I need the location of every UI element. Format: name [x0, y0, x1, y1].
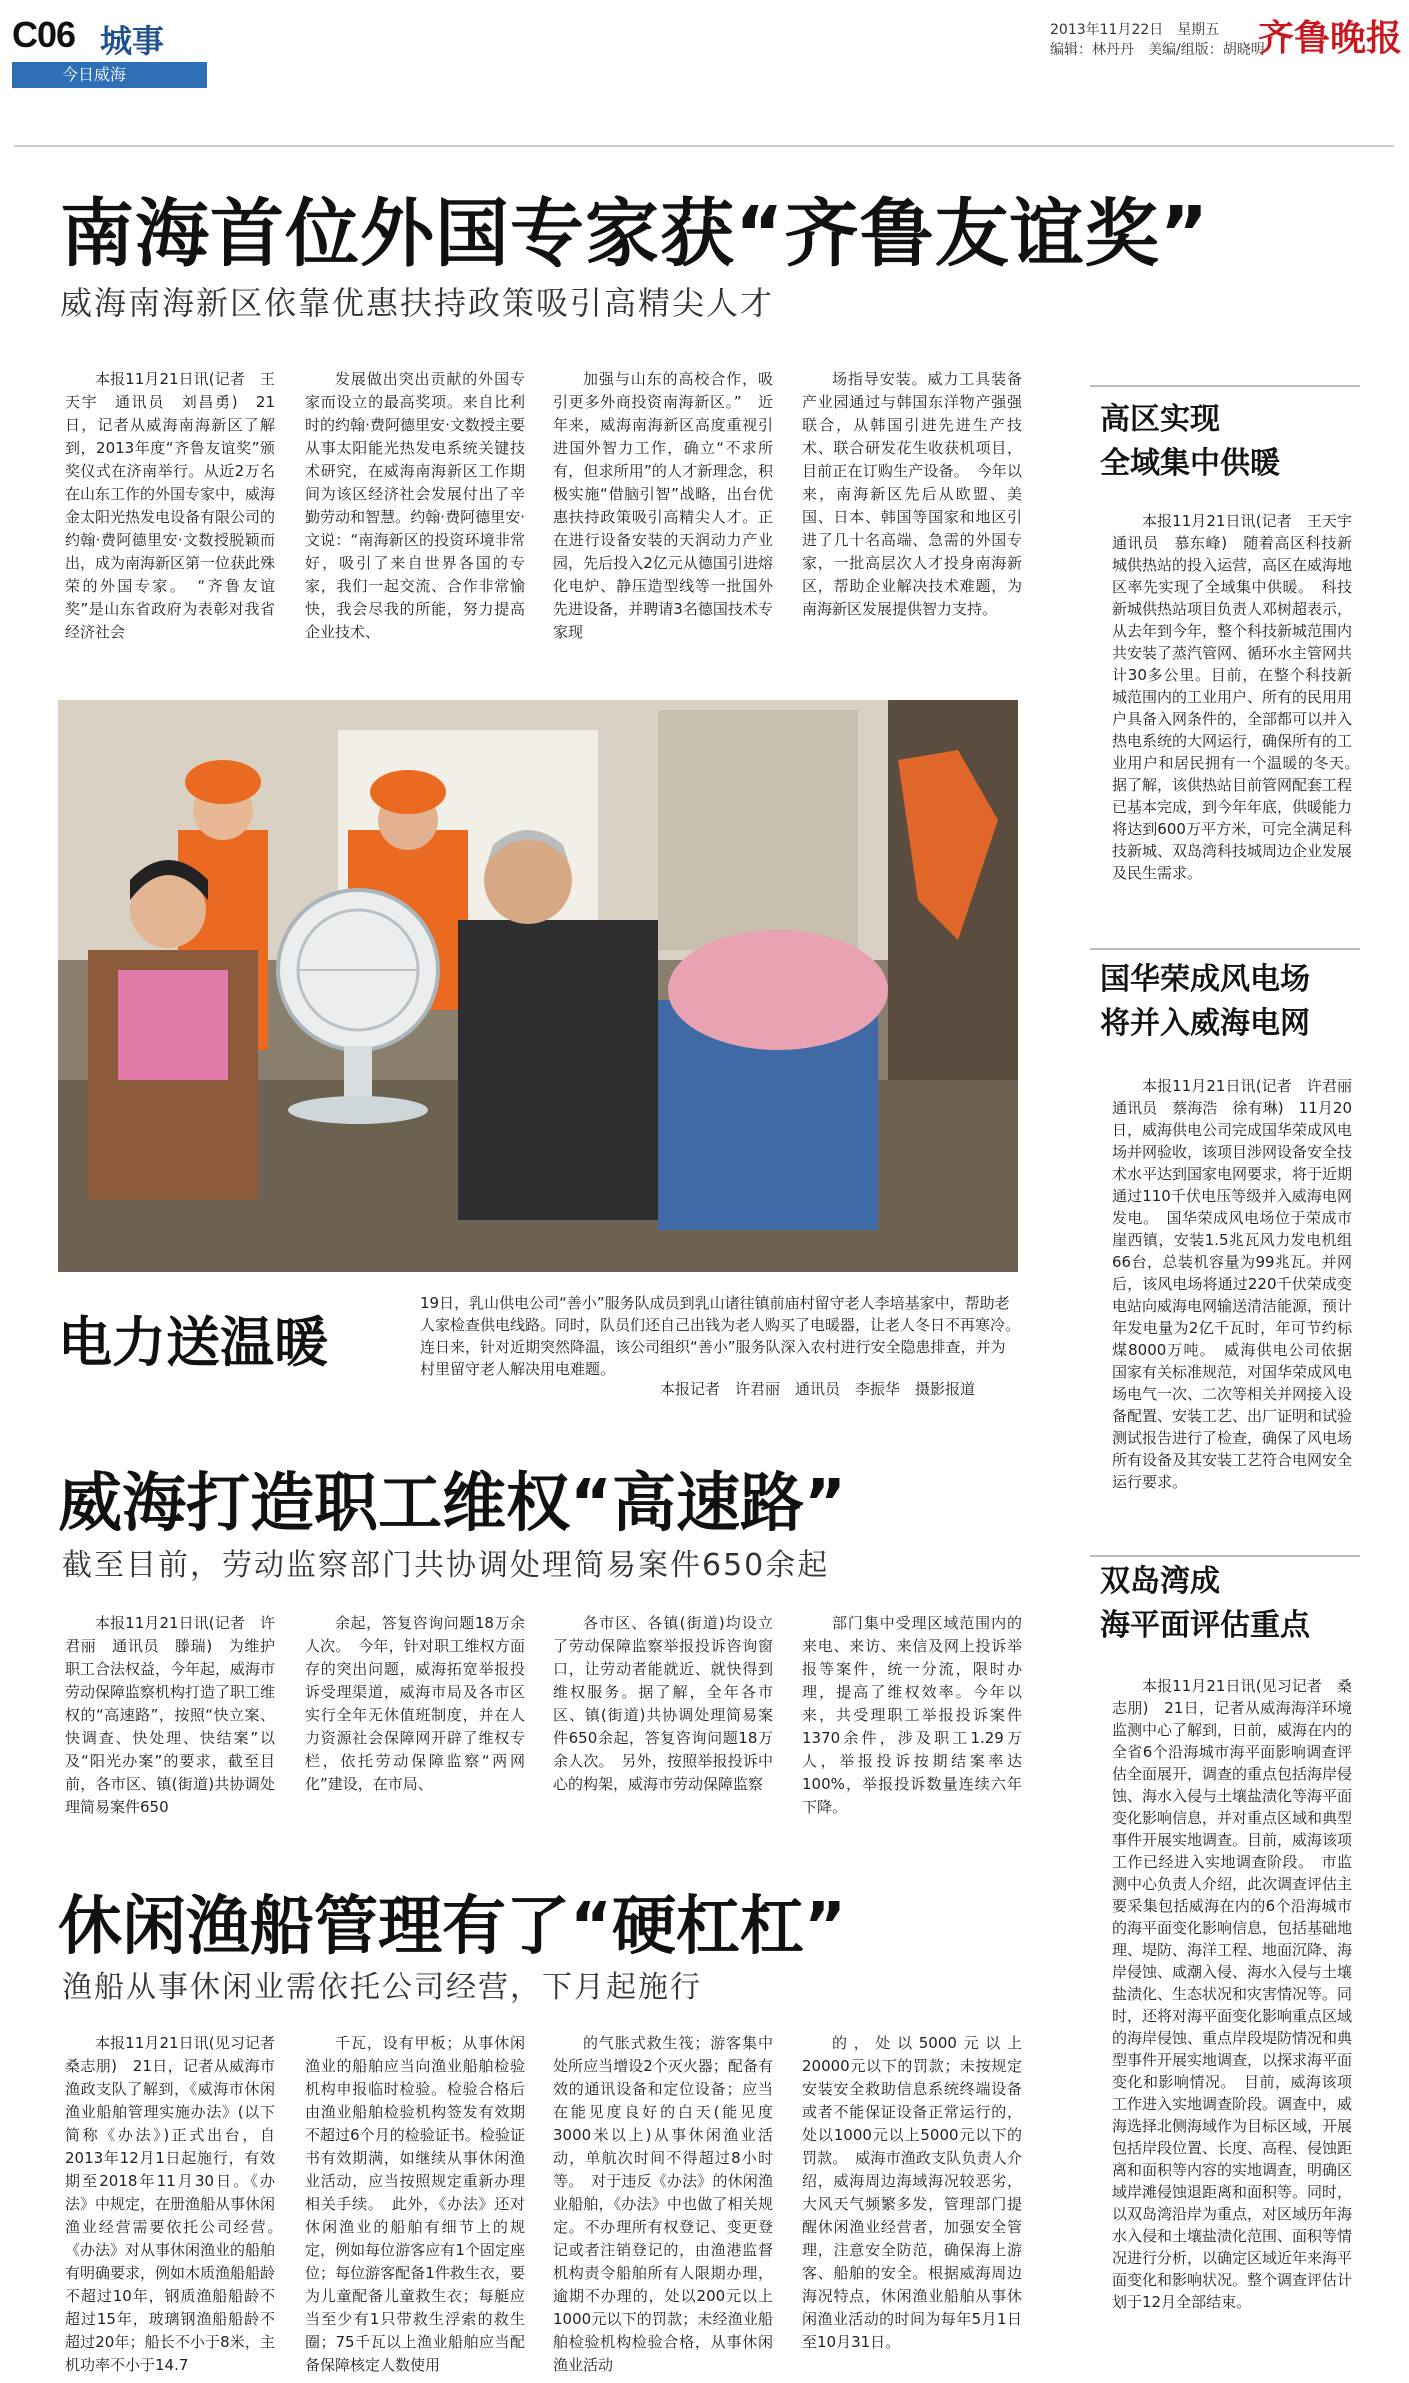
article2-column-4: 部门集中受理区域范围内的来电、来访、来信及网上投诉举报等案件，统一分流，限时办理，提高了维权效率。今年以来，共受理职工举报投诉案件1370余件，涉及职工1.29万人，举报投诉按期结案率达100%，举报投诉数量连续六年下降。 [802, 1614, 1022, 1816]
photo-credit: 本报记者 许君丽 通讯员 李振华 摄影报道 [660, 1380, 976, 1398]
article3-column-1: 本报11月21日讯(见习记者 桑志朋) 21日，记者从威海市渔政支队了解到，《威海市休闲渔业船舶管理实施办法》(以下简称《办法》)正式出台，自2013年12月1日起施行，有效期至2018年11月30日。《办法》中规定，在册渔船从事休闲渔业经营需要依托公司经营。 《办法》对从事休闲渔业的船舶有明确要求，例如木质渔船船龄不超过10年，钢质渔船船龄不超过15年，玻璃钢渔船船龄不超过20年；船长不小于8米，主机功率不小于14.7 [65, 2034, 291, 2374]
article3-headline: 休闲渔船管理有了“硬杠杠” [58, 1890, 847, 1964]
side3-title: 双岛湾成 海平面评估重点 [1100, 1564, 1310, 1643]
article3-column-3: 的气胀式救生筏；游客集中处所应当增设2个灭火器；配备有效的通讯设备和定位设备；应当在能见度良好的白天(能见度3000米以上)从事休闲渔业活动，单航次时间不得超过8小时等。 对于违反《办法》的休闲渔业船舶，《办法》中也做了相关规定。不办理所有权登记、变更登记或者注销登记的，由渔港监督机构责令船舶所有人限期办理，逾期不办理的，处以200元以上1000元以下的罚款；未经渔业船舶检验机构检验合格，从事休闲渔业活动 [553, 2034, 773, 2374]
article1-column-3: 加强与山东的高校合作，吸引更多外商投资南海新区。” 近年来，威海南海新区高度重视引进国外智力工作，确立“不求所有，但求所用”的人才新理念，积极实施“借脑引智”战略，出台优惠扶持政策吸引高精尖人才。正在进行设备安装的天润动力产业园，先后投入2亿元从德国引进熔化电炉、静压造型线等一批国外先进设备，并聘请3名德国技术专家现 [553, 370, 773, 641]
article2-headline: 威海打造职工维权“高速路” [58, 1467, 847, 1541]
side3-body: 本报11月21日讯(见习记者 桑志朋) 21日，记者从威海海洋环境监测中心了解到，日前，威海在内的全省6个沿海城市海平面影响调查评估全面展开，调查的重点包括海岸侵蚀、海水入侵与土壤盐渍化等海平面变化影响信息，并对重点区域和典型事件开展实地调查。目前，威海该项工作已经进入实地调查阶段。 市监测中心负责人介绍，此次调查评估主要采集包括威海在内的6个沿海城市的海平面变化影响信息，包括基础地理、堤防、海洋工程、地面沉降、海岸侵蚀、咸潮入侵、海水入侵与土壤盐渍化、生态状况和灾害情况等。同时，还将对海平面变化影响重点区域的海岸侵蚀、重点岸段堤防情况和典型事件开展实地调查，以探求海平面变化和影响情况。 目前，威海该项工作进入实地调查阶段。调查中，威海选择北侧海域作为目标区域，开展包括岸段位置、长度、高程、侵蚀距离和面积等内容的实地调查，明确区域岸滩侵蚀退距离和面积等。同时，以双岛湾沿岸为重点，对区域历年海水入侵和土壤盐渍化范围、面积等情况进行分析，以确定区域近年来海平面变化和影响状况。整个调查评估计划于12月全部结束。 [1112, 1677, 1353, 2311]
side3-rule [1090, 1555, 1360, 1557]
article1-column-4: 场指导安装。威力工具装备产业园通过与韩国东洋物产强强联合，从韩国引进先进生产技术、联合研发花生收获机项目，目前正在订购生产设备。 今年以来，南海新区先后从欧盟、美国、日本、韩国等国家和地区引进了几十名高端、急需的外国专家，一批高层次人才投身南海新区，帮助企业解决技术难题，为南海新区发展提供智力支持。 [802, 370, 1022, 618]
header-info [1050, 20, 1265, 60]
masthead-logo: 齐鲁晚报 [1258, 17, 1403, 59]
side2-rule [1090, 948, 1360, 950]
article1-column-2: 发展做出突出贡献的外国专家而设立的最高奖项。来自比利时的约翰·费阿德里安·文数授主要从事太阳能光热发电系统关键技术研究，在威海南海新区工作期间为该区经济社会发展付出了辛勤劳动和智慧。约翰·费阿德里安·文说：“南海新区的投资环境非常好，吸引了来自世界各国的专家，我们一起交流、合作非常愉快，我会尽我的所能，努力提高企业技术、 [305, 370, 525, 641]
article3-subheadline: 渔船从事休闲业需依托公司经营，下月起施行 [62, 1970, 702, 2005]
article2-subheadline: 截至目前，劳动监察部门共协调处理简易案件650余起 [62, 1548, 830, 1583]
page-header [0, 0, 1409, 110]
side2-title: 国华荣成风电场 将并入威海电网 [1100, 962, 1310, 1041]
photo-story-title: 电力送温暖 [58, 1311, 328, 1374]
article1-headline: 南海首位外国专家获“齐鲁友谊奖” [60, 191, 1210, 277]
side1-body: 本报11月21日讯(记者 王天宇 通讯员 慕东峰) 随着高区科技新城供热站的投入运营，高区在威海地区率先实现了全域集中供暖。 科技新城供热站项目负责人邓树超表示，从去年到今年，整个科技新城范围内共安装了蒸汽管网、循环水主管网共计30多公里。目前，在整个科技新城范围内的工业用户、所有的民用用户具备入网条件的，全部都可以并入热电系统的大网运行，确保所有的工业用户和居民拥有一个温暖的冬天。 据了解，该供热站目前管网配套工程已基本完成，到今年年底，供暖能力将达到600万平方米，可完全满足科技新城、双岛湾科技城周边企业发展及民生需求。 [1112, 512, 1368, 882]
article1-subheadline: 威海南海新区依靠优惠扶持政策吸引高精尖人才 [60, 284, 775, 322]
article2-column-2: 余起，答复咨询问题18万余人次。 今年，针对职工维权方面存的突出问题，威海拓宽举报投诉受理渠道，威海市局及各市区实行全年无休值班制度，并在人力资源社会保障网开辟了维权专栏，依托劳动保障监察“两网化”建设，在市局、 [305, 1614, 525, 1793]
editors-line: 编辑：林丹丹 美编/组版：胡晓明 [1050, 42, 1265, 58]
page-code: C06 [12, 14, 76, 55]
article2-column-3: 各市区、各镇(街道)均设立了劳动保障监察举报投诉咨询窗口，让劳动者能就近、就快得到维权服务。据了解，全年各市区、镇(街道)共协调处理简易案件650余起，答复咨询问题18万余人次。 另外，按照举报投诉中心的构架，威海市劳动保障监察 [553, 1614, 773, 1793]
date-line: 2013年11月22日 星期五 [1050, 22, 1220, 38]
photo-caption: 19日，乳山供电公司“善小”服务队成员到乳山诸往镇前庙村留守老人李培基家中，帮助老人家检查供电线路。同时，队员们还自己出钱为老人购买了电暖器，让老人冬日不再寒冷。连日来，针对近期突然降温，该公司组织“善小”服务队深入农村进行安全隐患排查，并为村里留守老人解决用电难题。 [420, 1294, 1021, 1378]
section-name: 城事 [100, 22, 165, 60]
article1-column-1: 本报11月21日讯(记者 王天宇 通讯员 刘昌勇) 21日，记者从威海南海新区了解到，2013年度“齐鲁友谊奖”颁奖仪式在济南举行。从近2万名在山东工作的外国专家中，威海金太阳光热发电设备有限公司的约翰·费阿德里安·文数授脱颖而出，成为南海新区第一位获此殊荣的外国专家。 “齐鲁友谊奖”是山东省政府为表彰对我省经济社会 [65, 370, 276, 641]
side1-title: 高区实现 全域集中供暖 [1100, 402, 1280, 481]
sub-section-label: 今日威海 [12, 62, 207, 88]
news-photo [58, 700, 1018, 1272]
article3-column-4: 的，处以5000元以上20000元以下的罚款；未按规定安装安全救助信息系统终端设备或者不能保证设备正常运行的，处以1000元以上5000元以下的罚款。 威海市渔政支队负责人介绍，威海周边海域海况较恶劣，大风天气频繁多发，管理部门提醒休闲渔业经营者，加强安全管理，注意安全防范，确保海上游客、船舶的安全。根据威海周边海况特点，休闲渔业船舶从事休闲渔业活动的时间为每年5月1日至10月31日。 [802, 2034, 1022, 2351]
article3-column-2: 千瓦，设有甲板；从事休闲渔业的船舶应当向渔业船舶检验机构申报临时检验。检验合格后由渔业船舶检验机构签发有效期不超过6个月的检验证书。检验证书有效期满，如继续从事休闲渔业活动，应当按照规定重新办理相关手续。 此外，《办法》还对休闲渔业的船舶有细节上的规定，例如每位游客应有1个固定座位；每位游客配备1件救生衣，要为儿童配备儿童救生衣；每艇应当至少有1只带救生浮索的救生圈；75千瓦以上渔业船舶应当配备保障核定人数使用 [305, 2034, 525, 2374]
side2-body: 本报11月21日讯(记者 许君丽 通讯员 蔡海浩 徐有琳) 11月20日，威海供电公司完成国华荣成风电场并网验收，该项目涉网设备安全技术水平达到国家电网要求，将于近期通过110千伏电压等级并入威海电网发电。 国华荣成风电场位于荣成市崖西镇，安装1.5兆瓦风力发电机组66台，总装机容量为99兆瓦。并网后，该风电场将通过220千伏荣成变电站向威海电网输送清洁能源，预计年发电量为2亿千瓦时，年可节约标煤8000万吨。 威海供电公司依据国家有关标准规范，对国华荣成风电场电气一次、二次等相关并网接入设备配置、安装工艺、出厂证明和试验测试报告进行了检查，确保了风电场所有设备及其安装工艺符合电网安全运行要求。 [1112, 1077, 1368, 1491]
side1-rule [1090, 385, 1360, 387]
header-rule [14, 145, 1394, 147]
article2-column-1: 本报11月21日讯(记者 许君丽 通讯员 滕瑞) 为维护职工合法权益，今年起，威海市劳动保障监察机构打造了职工维权的“高速路”，按照“快立案、快调查、快处理、快结案”以及“阳光办案”的要求，截至目前，各市区、镇(街道)共协调处理简易案件650 [65, 1614, 276, 1816]
